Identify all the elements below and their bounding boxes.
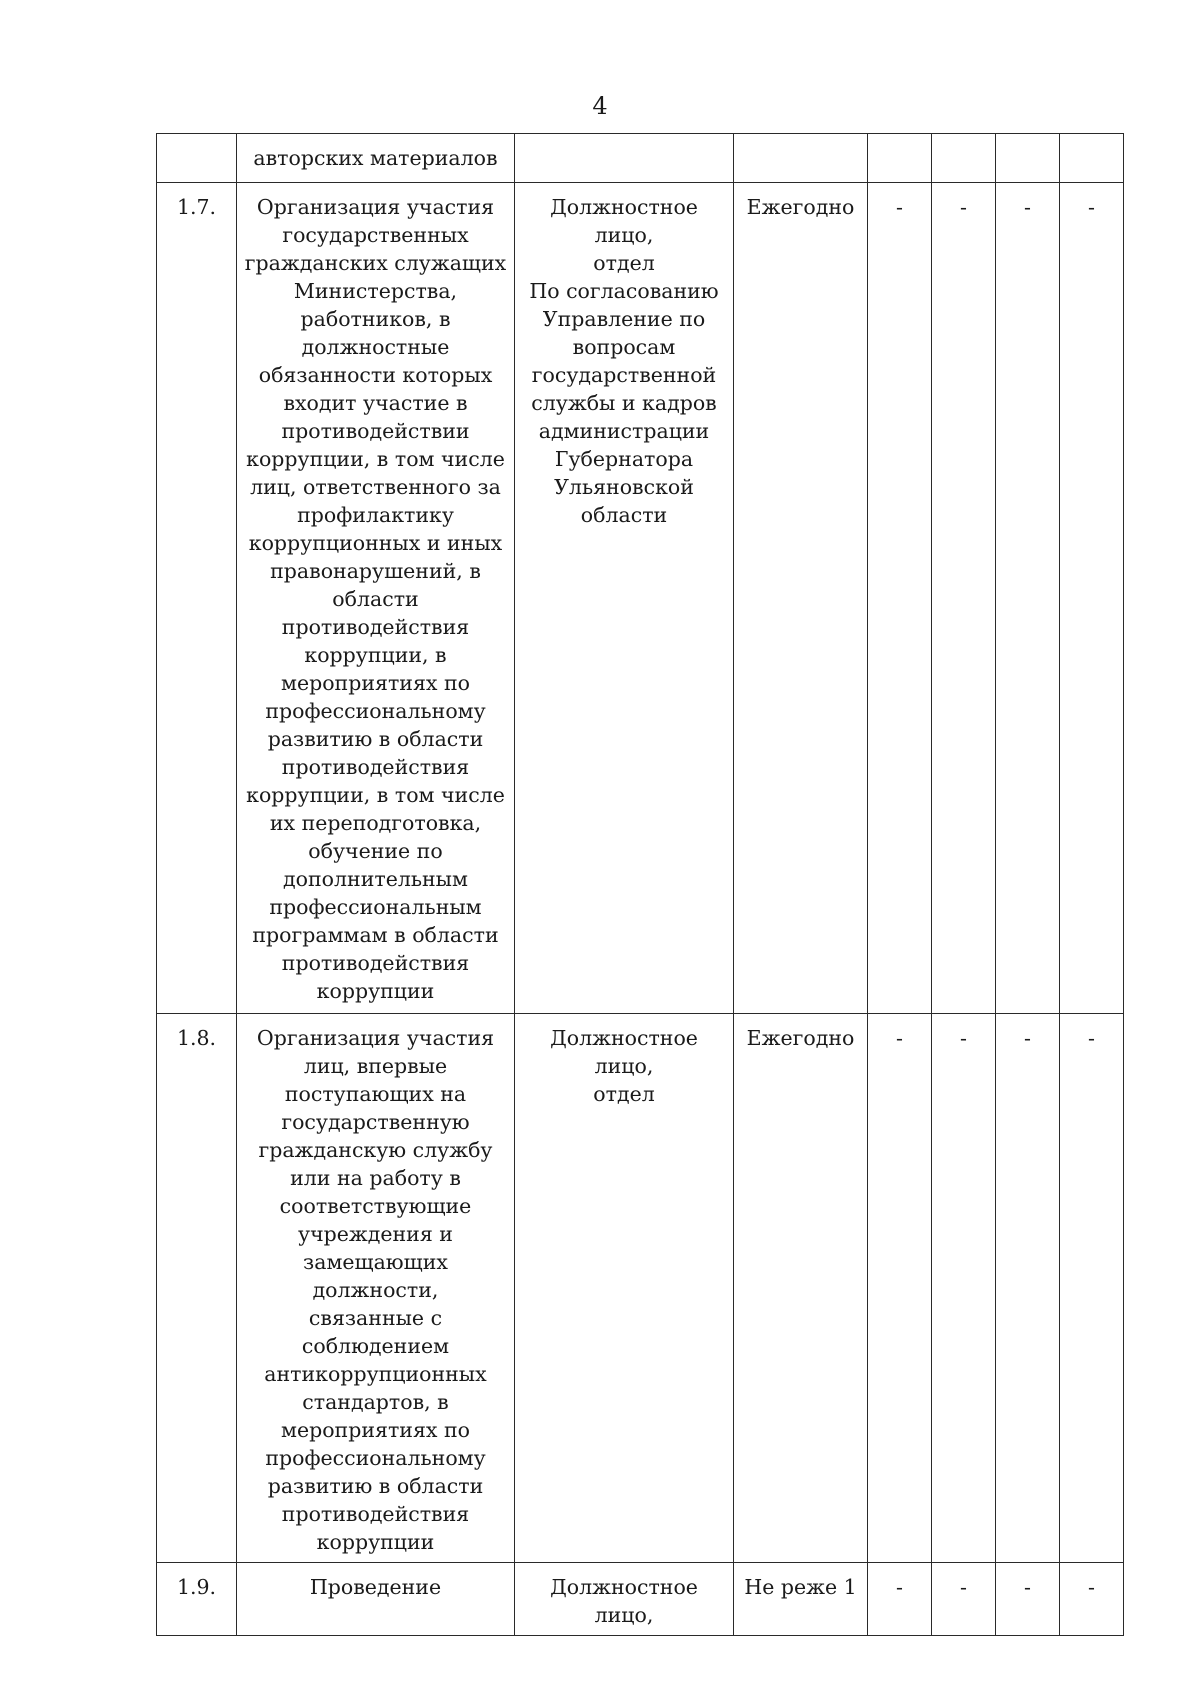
- row-number: [157, 134, 237, 183]
- mark-cell: [996, 134, 1060, 183]
- mark-cell: [1060, 134, 1124, 183]
- row-number: 1.7.: [157, 183, 237, 1014]
- event-cell: Организация участия государственных гражданских служащих Министерства, работников, в должностные обязанности которых входит участие в противодействии коррупции, в том числе лиц, ответственного за профилактику коррупционных и иных правонарушений, в области противодействия коррупции, в мероприятиях по профессиональному развитию в области противодействия коррупции, в том числе их переподготовка, обучение по дополнительным профессиональным программам в области противодействия коррупции: [237, 183, 515, 1014]
- mark-cell: -: [868, 1014, 932, 1563]
- row-number: 1.8.: [157, 1014, 237, 1563]
- responsible-cell: Должностное лицо, отдел По согласованию Управление по вопросам государственной службы и кадров администрации Губернатора Ульяновской области: [515, 183, 734, 1014]
- mark-cell: -: [932, 183, 996, 1014]
- table-row: [157, 1563, 1124, 1636]
- mark-cell: -: [996, 1014, 1060, 1563]
- deadline-cell: [734, 134, 868, 183]
- mark-cell: -: [932, 1014, 996, 1563]
- mark-cell: -: [996, 183, 1060, 1014]
- mark-cell: -: [1060, 1563, 1124, 1636]
- mark-cell: -: [868, 1563, 932, 1636]
- mark-cell: -: [1060, 1014, 1124, 1563]
- responsible-cell: Должностное лицо,: [515, 1563, 734, 1636]
- mark-cell: -: [996, 1563, 1060, 1636]
- plan-table: [156, 133, 1124, 1636]
- event-cell: Организация участия лиц, впервые поступающих на государственную гражданскую службу или на работу в соответствующие учреждения и замещающих должности, связанные с соблюдением антикоррупционных стандартов, в мероприятиях по профессиональному развитию в области противодействия коррупции: [237, 1014, 515, 1563]
- event-cell: Проведение: [237, 1563, 515, 1636]
- table-row: [157, 134, 1124, 183]
- row-number: 1.9.: [157, 1563, 237, 1636]
- mark-cell: [932, 134, 996, 183]
- mark-cell: -: [932, 1563, 996, 1636]
- deadline-cell: Не реже 1: [734, 1563, 868, 1636]
- event-cell: авторских материалов: [237, 134, 515, 183]
- mark-cell: -: [868, 183, 932, 1014]
- mark-cell: -: [1060, 183, 1124, 1014]
- deadline-cell: Ежегодно: [734, 183, 868, 1014]
- table-row: [157, 1014, 1124, 1563]
- deadline-cell: Ежегодно: [734, 1014, 868, 1563]
- page-number: 4: [592, 92, 608, 120]
- responsible-cell: Должностное лицо, отдел: [515, 1014, 734, 1563]
- mark-cell: [868, 134, 932, 183]
- table-row: [157, 183, 1124, 1014]
- responsible-cell: [515, 134, 734, 183]
